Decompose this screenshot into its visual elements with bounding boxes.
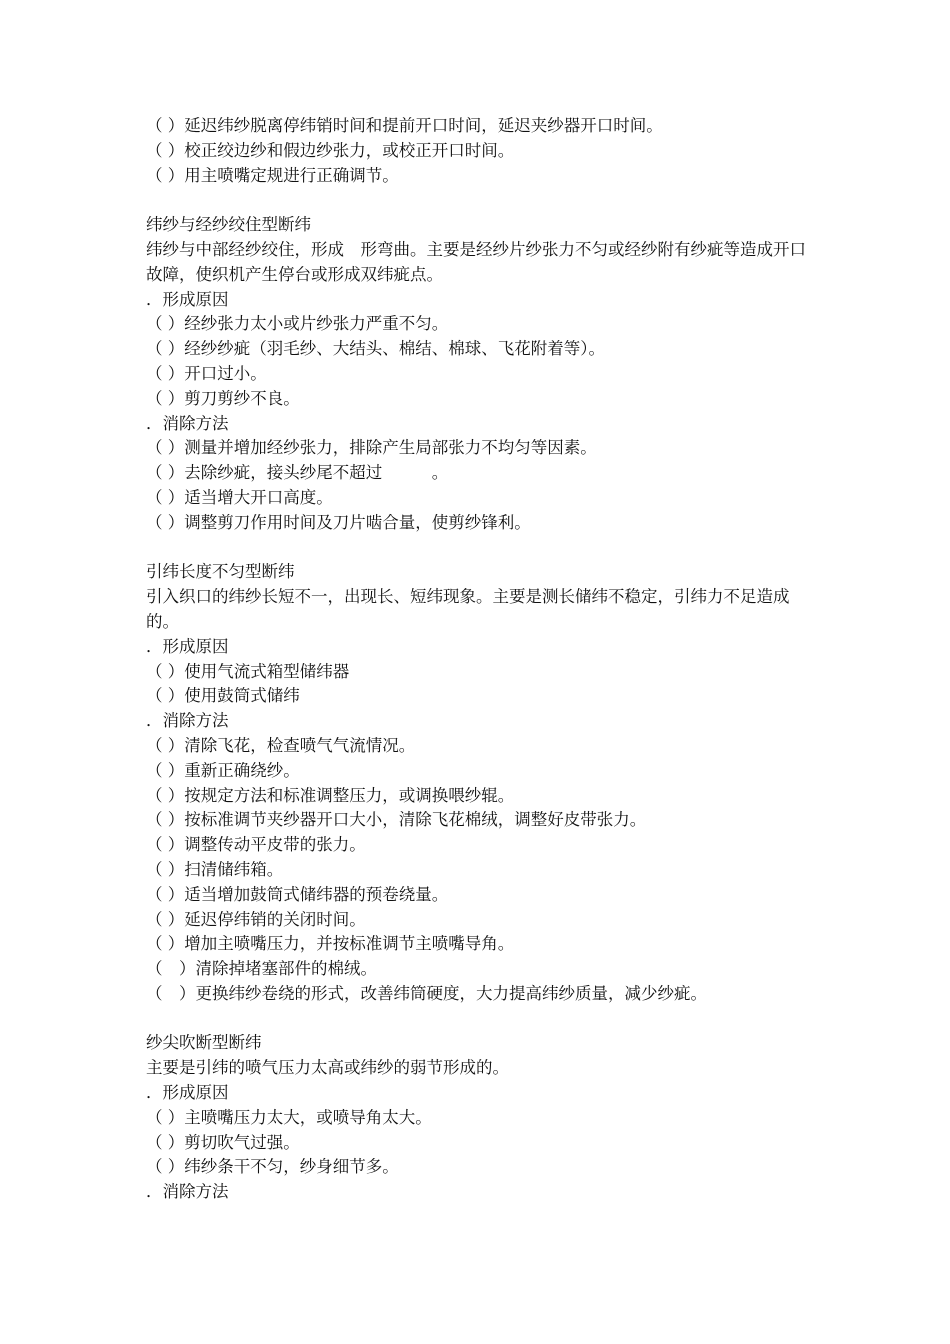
list-item: （ ）测量并增加经纱张力，排除产生局部张力不均匀等因素。 — [146, 438, 597, 458]
list-item: （ ）适当增大开口高度。 — [146, 487, 333, 507]
section-description: 引入织口的纬纱长短不一，出现长、短纬现象。主要是测长储纬不稳定，引纬力不足造成的。 — [146, 587, 790, 631]
list-item: （ ）按标准调节夹纱器开口大小，清除飞花棉绒，调整好皮带张力。 — [146, 810, 647, 830]
list-item: （ ）经纱张力太小或片纱张力严重不匀。 — [146, 314, 449, 334]
list-item: （ ）剪刀剪纱不良。 — [146, 388, 300, 408]
list-item: （ ）使用鼓筒式储纬 — [146, 686, 300, 706]
section-heading: 纬纱与经纱绞住型断纬 — [146, 215, 311, 235]
cause-label: ．形成原因 — [146, 289, 229, 309]
list-item: （ ）用主喷嘴定规进行正确调节。 — [146, 165, 399, 185]
section-heading: 纱尖吹断型断纬 — [146, 1033, 262, 1053]
spacer — [146, 536, 826, 561]
top-item-list — [146, 114, 826, 188]
list-item: （ ）主喷嘴压力太大，或喷导角太大。 — [146, 1107, 432, 1127]
list-item: （ ）增加主喷嘴压力，并按标准调节主喷嘴导角。 — [146, 934, 515, 954]
remedy-label: ．消除方法 — [146, 1182, 229, 1202]
cause-label: ．形成原因 — [146, 1083, 229, 1103]
cause-label: ．形成原因 — [146, 636, 229, 656]
section-weft-warp-entangle — [146, 213, 826, 535]
section-description: 纬纱与中部经纱绞住，形成 形弯曲。主要是经纱片纱张力不匀或经纱附有纱疵等造成开口故障，使织机产生停台或形成双纬疵点。 — [146, 239, 806, 284]
list-item: （ ）延迟停纬销的关闭时间。 — [146, 909, 366, 929]
list-item: （ ）纬纱条干不匀，纱身细节多。 — [146, 1157, 399, 1177]
section-uneven-length — [146, 560, 826, 1006]
list-item: （ ）重新正确绕纱。 — [146, 760, 300, 780]
list-item: （ ）使用气流式箱型储纬器 — [146, 661, 350, 681]
document-body — [146, 114, 826, 1205]
list-item: （ ）更换纬纱卷绕的形式，改善纬筒硬度，大力提高纬纱质量，减少纱疵。 — [146, 983, 707, 1003]
list-item: （ ）按规定方法和标准调整压力，或调换喂纱辊。 — [146, 785, 515, 805]
list-item: （ ）清除飞花，检查喷气气流情况。 — [146, 735, 416, 755]
section-heading: 引纬长度不匀型断纬 — [146, 562, 295, 582]
list-item: （ ）延迟纬纱脱离停纬销时间和提前开口时间，延迟夹纱器开口时间。 — [146, 116, 663, 135]
remedy-label: ．消除方法 — [146, 413, 229, 433]
list-item: （ ）开口过小。 — [146, 363, 267, 383]
spacer — [146, 188, 826, 213]
list-item: （ ）经纱纱疵（羽毛纱、大结头、棉结、棉球、飞花附着等）。 — [146, 339, 605, 359]
list-item: （ ）去除纱疵，接头纱尾不超过 。 — [146, 463, 449, 483]
list-item: （ ）清除掉堵塞部件的棉绒。 — [146, 959, 377, 979]
section-description: 主要是引纬的喷气压力太高或纬纱的弱节形成的。 — [146, 1058, 509, 1078]
list-item: （ ）扫清储纬箱。 — [146, 859, 284, 879]
list-item: （ ）剪切吹气过强。 — [146, 1132, 300, 1152]
list-item: （ ）调整传动平皮带的张力。 — [146, 835, 366, 855]
list-item: （ ）调整剪刀作用时间及刀片啮合量，使剪纱锋利。 — [146, 512, 531, 532]
list-item: （ ）校正绞边纱和假边纱张力，或校正开口时间。 — [146, 140, 515, 160]
list-item: （ ）适当增加鼓筒式储纬器的预卷绕量。 — [146, 884, 449, 904]
section-tip-blown — [146, 1031, 826, 1205]
spacer — [146, 1007, 826, 1032]
remedy-label: ．消除方法 — [146, 711, 229, 731]
